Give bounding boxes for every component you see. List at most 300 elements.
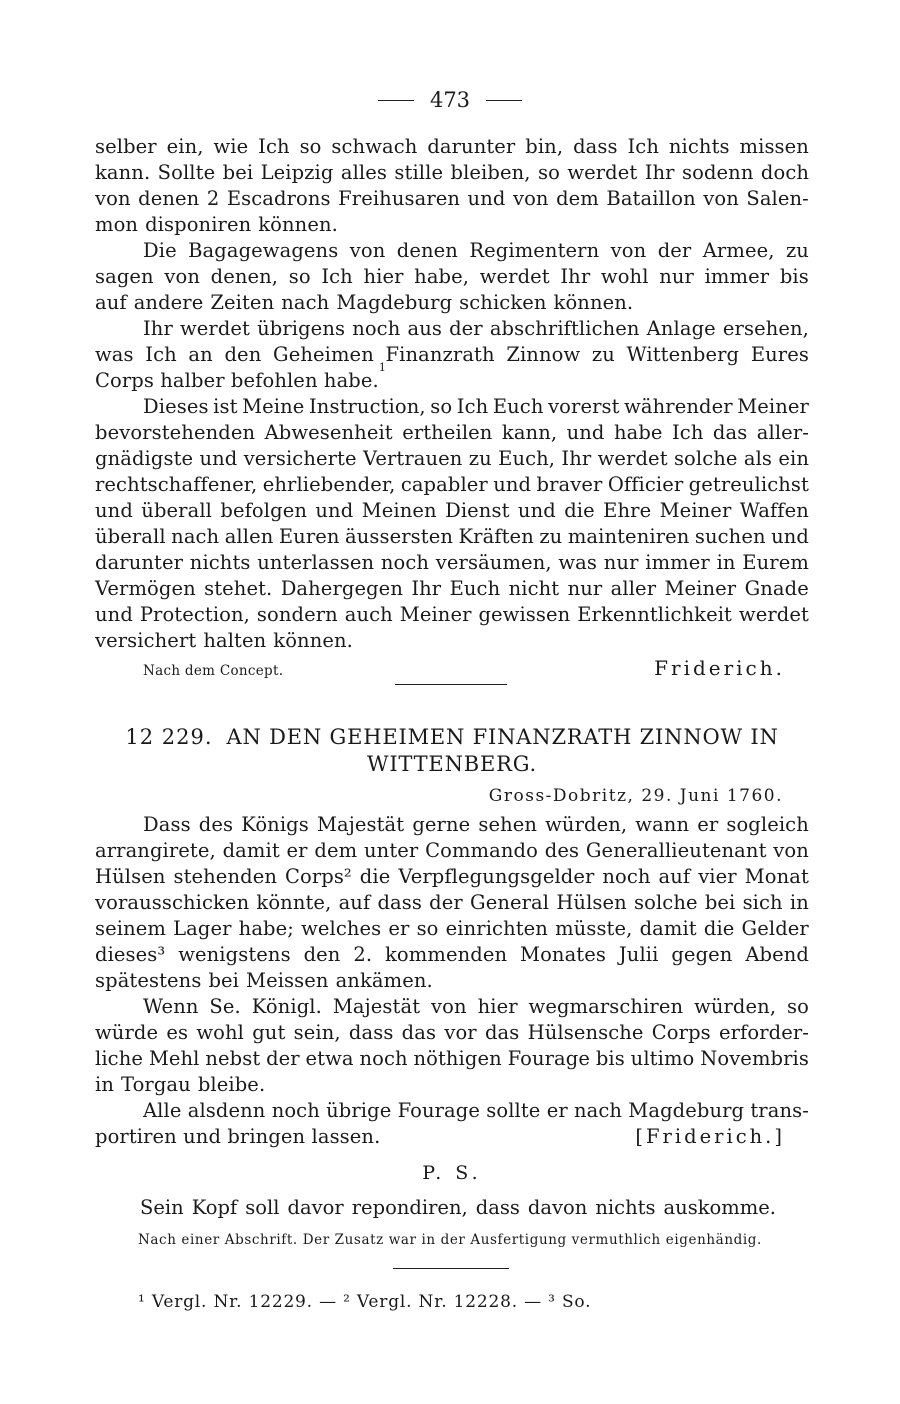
word: davor [287, 1196, 344, 1219]
word: Meiner [664, 577, 737, 600]
word: Euch [492, 395, 544, 418]
word: Protection, [139, 603, 250, 626]
word: nichts [595, 1196, 656, 1219]
word: General [470, 891, 550, 914]
word: auch [344, 603, 393, 626]
word: Ich [145, 343, 177, 366]
word: Ich [627, 135, 659, 158]
word: in [789, 891, 809, 914]
word: Die [143, 239, 177, 262]
text-line-content: portiren und bringen lassen. [95, 1125, 381, 1148]
word: wegmarschiren [528, 995, 684, 1018]
text-line [95, 524, 809, 550]
word: Euch [449, 577, 501, 600]
word: sagen [95, 265, 154, 288]
word: Lager [173, 917, 232, 940]
word: doch [760, 161, 809, 184]
word: von [349, 239, 386, 262]
word: auf [95, 291, 127, 314]
word: werdet [738, 603, 809, 626]
footnote-marker: 1 [378, 361, 386, 374]
word: Freihusaren [338, 187, 461, 210]
word: liche [95, 1047, 143, 1070]
word: sollte [486, 1099, 541, 1122]
word: Ich [258, 135, 290, 158]
word: Meiner [399, 603, 472, 626]
word: Wittenberg [626, 343, 740, 366]
word: so [787, 995, 809, 1018]
word: dass [475, 1196, 520, 1219]
text-line [95, 342, 809, 368]
word: Abwesenheit [264, 421, 393, 444]
heading-line-2: WITTENBERG. [366, 752, 538, 776]
word: immer [704, 265, 770, 288]
word: auf [658, 865, 691, 888]
word: übrigens [257, 317, 346, 340]
word: Erkenntlichkeit [577, 603, 732, 626]
word: ehrliebender, [262, 473, 396, 496]
word: immer [645, 551, 710, 574]
word: Monates [520, 943, 606, 966]
word: und [467, 187, 506, 210]
word: nur [659, 265, 694, 288]
word: noch [380, 551, 430, 574]
word: auskomme. [663, 1196, 776, 1219]
word: Salen- [746, 187, 809, 210]
word: auf [338, 891, 371, 914]
word: habe; [238, 917, 294, 940]
word: unter [364, 839, 419, 862]
source-signature-row [95, 656, 809, 680]
word: rechtschaffener, [95, 473, 258, 496]
word: Commando [425, 839, 538, 862]
word: 2 [206, 187, 220, 210]
word: können. [273, 629, 353, 652]
word: von [164, 265, 200, 288]
word: versäumen, [435, 551, 552, 574]
word: können. [553, 291, 634, 314]
word: würden, [694, 995, 777, 1018]
text-line [95, 890, 809, 916]
word: denen, [210, 265, 279, 288]
header-rule-right [486, 100, 522, 101]
word: denen [138, 187, 200, 210]
word: Torgau [121, 1073, 191, 1096]
word: etwa [305, 1047, 354, 1070]
word: sondern [256, 603, 338, 626]
word: Sein [140, 1196, 184, 1219]
word: es [166, 1021, 189, 1044]
word: des [544, 839, 580, 862]
text-line [95, 968, 809, 994]
word: Bataillon [606, 187, 696, 210]
word: bleibe. [197, 1073, 266, 1096]
footnotes: ¹ Vergl. Nr. 12229. — ² Vergl. Nr. 12228. — ³ So. [138, 1292, 592, 1312]
word: Gnade [744, 577, 809, 600]
word: Eures [750, 343, 809, 366]
word: dieses³ [95, 943, 166, 966]
word: dass [573, 135, 618, 158]
word: von [773, 839, 809, 862]
word: dass [377, 891, 422, 914]
word: denen [396, 239, 458, 262]
word: das [401, 1021, 437, 1044]
word: bevorstehenden [95, 421, 256, 444]
word: die [564, 499, 595, 522]
word: Magdeburg [336, 291, 453, 314]
word: Ich [456, 395, 489, 418]
text-line [95, 472, 809, 498]
word: Fourage [397, 1099, 481, 1122]
word: dem [556, 187, 599, 210]
word: gegen [671, 943, 733, 966]
text-line [95, 550, 809, 576]
word: Hülsen [556, 891, 627, 914]
word: schicken [459, 291, 547, 314]
word: der [266, 1047, 300, 1070]
text-line [95, 316, 809, 342]
word: darunter [427, 135, 516, 158]
word: stehet. [204, 577, 273, 600]
word: mon [95, 213, 139, 236]
page-number: 473 [429, 88, 471, 112]
word: der [429, 891, 463, 914]
word: Ihr [560, 265, 591, 288]
text-line [95, 838, 809, 864]
word: versichert [95, 629, 197, 652]
word: in [716, 551, 736, 574]
word: so [430, 395, 453, 418]
word: welches [301, 917, 382, 940]
word: von [95, 187, 131, 210]
word: Vermögen [95, 577, 196, 600]
document-heading [95, 724, 809, 778]
word: und [95, 603, 133, 626]
word: Meiner [659, 499, 732, 522]
word: Meiner [737, 395, 809, 418]
word: Ihr [561, 447, 592, 470]
word: sehen [478, 813, 538, 836]
word: Se. [209, 995, 241, 1018]
word: Geheimen [273, 343, 374, 366]
word: noch [352, 317, 401, 340]
source-note: Nach einer Abschrift. Der Zusatz war in der Ausfertigung vermuthlich eigenhändig. [138, 1232, 762, 1248]
word: und [566, 421, 605, 444]
word: Bagagewagens [188, 239, 339, 262]
word: ultimo [630, 1047, 695, 1070]
text-line [95, 290, 809, 316]
text-line [95, 994, 809, 1020]
word: Ich [672, 421, 704, 444]
word: von [512, 187, 549, 210]
word: mainteniren [567, 525, 690, 548]
word: Regimentern [469, 239, 600, 262]
word: Mehl [148, 1047, 200, 1070]
word: Armee, [702, 239, 775, 262]
word: von [610, 239, 647, 262]
word: kommenden [385, 943, 508, 966]
word: so [416, 917, 439, 940]
word: den [303, 943, 341, 966]
word: alsdenn [187, 1099, 266, 1122]
word: nach [171, 525, 220, 548]
word: dem [314, 839, 358, 862]
word: an [188, 343, 213, 366]
text-line [95, 238, 809, 264]
word: disponiren [145, 213, 252, 236]
word: soll [245, 1196, 280, 1219]
word: dass [348, 1021, 394, 1044]
text-line [95, 361, 809, 394]
word: abschriftlichen [489, 317, 640, 340]
text-line [95, 942, 809, 968]
word: nichts [189, 551, 251, 574]
word: bei [704, 891, 736, 914]
word: hier [477, 995, 518, 1018]
word: vorausschicken [95, 891, 250, 914]
word: noch [271, 1099, 320, 1122]
word: der [449, 317, 483, 340]
word: gut [252, 1021, 286, 1044]
text-line [95, 864, 809, 890]
word: halten [203, 629, 267, 652]
word: sogleich [726, 813, 809, 836]
word: Dahergegen [280, 577, 403, 600]
word: überall [95, 525, 166, 548]
text-line [95, 812, 809, 838]
word: von [431, 995, 467, 1018]
word: braver [536, 473, 603, 496]
dateline: Gross-Dobritz, 29. Juni 1760. [488, 786, 783, 806]
word: gewissen [478, 603, 571, 626]
word: nur [603, 551, 639, 574]
word: Generallieutenant [585, 839, 767, 862]
text-line [95, 420, 809, 446]
word: stehenden [173, 865, 277, 888]
word: den [224, 343, 262, 366]
word: damit [222, 839, 280, 862]
word: und [95, 499, 133, 522]
word: habe [613, 421, 663, 444]
word: solche [673, 447, 738, 470]
word: er [286, 839, 308, 862]
heading-line-1 [95, 724, 809, 751]
word: Ihr [143, 317, 173, 340]
word: schwach [331, 135, 418, 158]
word: versicherte [243, 447, 357, 470]
word: nach [573, 1099, 623, 1122]
word: Novembris [700, 1047, 809, 1070]
word: Hülsen [95, 865, 166, 888]
word: sodenn [682, 161, 754, 184]
word: ankämen. [335, 969, 433, 992]
word: das [484, 1021, 520, 1044]
word: was [558, 551, 598, 574]
word: alles [340, 161, 388, 184]
word: suchen [694, 525, 766, 548]
word: er [388, 917, 410, 940]
word: in [95, 1073, 114, 1096]
word: Ihr [411, 577, 442, 600]
word: spätestens [95, 969, 202, 992]
word: Hülsensche [527, 1021, 644, 1044]
word: kann, [501, 421, 558, 444]
word: Magdeburg [628, 1099, 745, 1122]
word: werdet [179, 317, 250, 340]
word: währender [624, 395, 733, 418]
word: Corps [651, 1021, 711, 1044]
text-line [95, 916, 809, 942]
word: Vertrauen [362, 447, 463, 470]
word: so [537, 161, 560, 184]
text-line [95, 212, 809, 238]
word: Euren [278, 525, 340, 548]
word: Corps² [284, 865, 352, 888]
text-line [95, 446, 809, 472]
word: zu [468, 447, 492, 470]
word: übrige [326, 1099, 392, 1122]
word: Majestät [316, 813, 405, 836]
word: damit [639, 917, 697, 940]
word: allen [224, 525, 274, 548]
word: nach [281, 291, 330, 314]
word: missen [739, 135, 809, 158]
word: die [703, 917, 735, 940]
word: und [493, 473, 532, 496]
word: der [657, 239, 692, 262]
word: von [703, 187, 739, 210]
heading-title: AN DEN GEHEIMEN FINANZRATH ZINNOW IN [226, 725, 779, 749]
word: Waffen [739, 499, 809, 522]
word: bleiben, [450, 161, 531, 184]
text-line [95, 186, 809, 212]
word: Dass [143, 813, 191, 836]
word: bis [595, 1047, 625, 1070]
word: Zinnow [506, 343, 581, 366]
word: Dienst [445, 499, 510, 522]
word: ersehen, [722, 317, 809, 340]
word: wann [635, 813, 690, 836]
word: und [315, 499, 354, 522]
word: stille [394, 161, 444, 184]
word: würden, [545, 813, 628, 836]
word: könnte, [256, 891, 332, 914]
word: nöthigen [413, 1047, 502, 1070]
footnote-divider [393, 1268, 509, 1269]
word: getreulichst [688, 473, 809, 496]
postscript-label: P. S. [422, 1162, 482, 1184]
word: bei [222, 161, 254, 184]
text-line [95, 1124, 809, 1150]
word: kann. [95, 161, 151, 184]
word: überall [141, 499, 212, 522]
word: solche [634, 891, 698, 914]
word: Officier [607, 473, 684, 496]
word: er [697, 813, 719, 836]
word: aus [407, 317, 442, 340]
word: Meine [242, 395, 305, 418]
text-line [95, 1046, 809, 1072]
word: noch [602, 865, 651, 888]
word: Königl. [251, 995, 322, 1018]
word: gerne [412, 813, 471, 836]
word: Eurem [742, 551, 809, 574]
postscript-text [140, 1196, 776, 1219]
word: unterlassen [257, 551, 375, 574]
text-line [95, 160, 809, 186]
word: Verpflegungsgelder [398, 865, 595, 888]
word: habe, [414, 265, 470, 288]
word: davon [527, 1196, 588, 1219]
text-line [95, 602, 809, 628]
page-header [0, 88, 900, 112]
word: nur [567, 577, 603, 600]
text-line [95, 1072, 809, 1098]
word: Dieses [143, 395, 209, 418]
word: sich [742, 891, 783, 914]
word: Finanzrath [385, 343, 495, 366]
word: Instruction, [309, 395, 426, 418]
word: Julii [618, 943, 659, 966]
word: und [199, 447, 238, 470]
word: müsste, [555, 917, 633, 940]
word: Kopf [191, 1196, 238, 1219]
word: Ihr [644, 161, 675, 184]
word: was [95, 343, 134, 366]
word: Alle [143, 1099, 182, 1122]
word: Sollte [157, 161, 216, 184]
word: Zeiten [210, 291, 275, 314]
word: aller- [756, 421, 809, 444]
section-divider [395, 684, 507, 685]
word: sein, [293, 1021, 341, 1044]
word: können. [258, 213, 338, 236]
word: Wenn [143, 995, 199, 1018]
word: so [288, 265, 311, 288]
letter-body [95, 812, 809, 1150]
text-line [95, 628, 809, 654]
word: als [743, 447, 773, 470]
word: des [198, 813, 234, 836]
word: gnädigste [95, 447, 194, 470]
word: nicht [508, 577, 560, 600]
word: das [712, 421, 748, 444]
word: äussersten [345, 525, 454, 548]
word: wohl [196, 1021, 244, 1044]
word: Königs [241, 813, 309, 836]
word: capabler [400, 473, 488, 496]
text-line [95, 1098, 809, 1124]
word: einrichten [445, 917, 548, 940]
word: und [517, 499, 556, 522]
text-line-content: Corps halber befohlen habe. [95, 369, 379, 392]
word: Escadrons [226, 187, 331, 210]
word: Abend [745, 943, 809, 966]
word: bis [779, 265, 809, 288]
word: befolgen [220, 499, 307, 522]
word: würde [95, 1021, 159, 1044]
word: Ehre [603, 499, 652, 522]
text-line [95, 498, 809, 524]
word: vor [444, 1021, 477, 1044]
word: Majestät [332, 995, 421, 1018]
word: zu [785, 239, 809, 262]
word: werdet [597, 447, 668, 470]
word: darunter [95, 551, 184, 574]
document-number: 12 229. [125, 725, 213, 749]
text-line [95, 134, 809, 160]
word: zu [591, 343, 615, 366]
